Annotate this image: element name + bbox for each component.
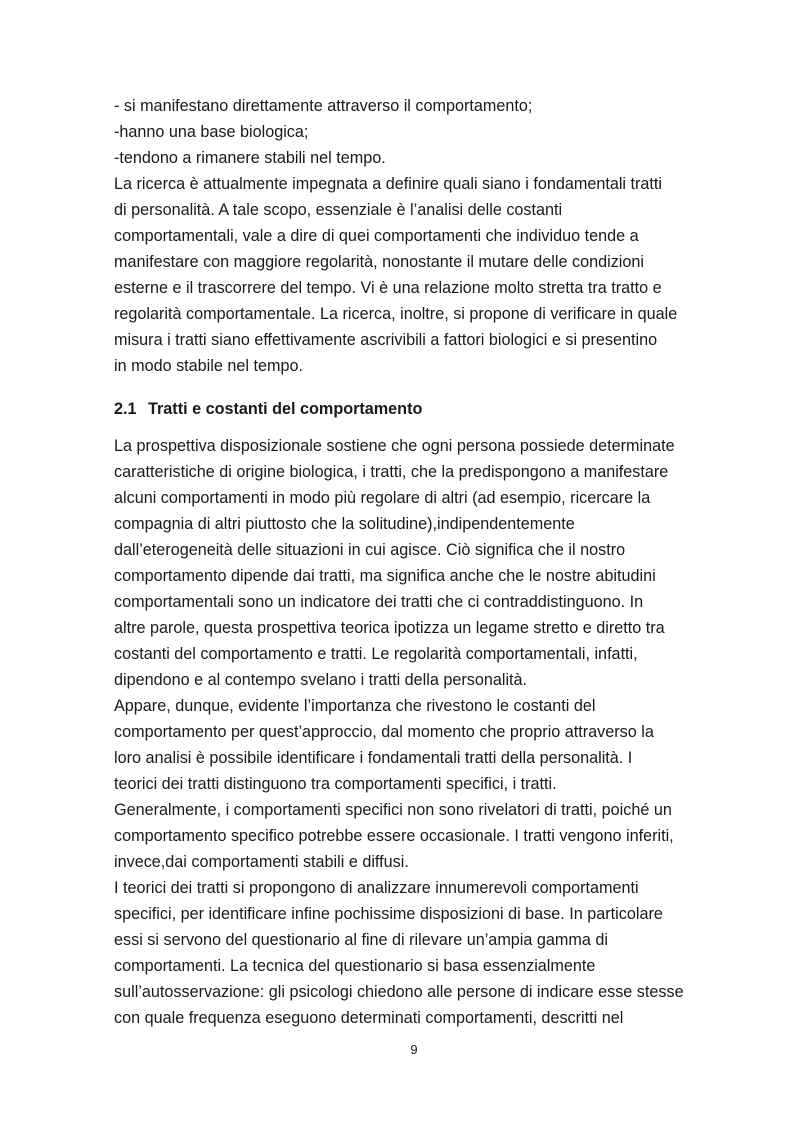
text-line: specifici, per identificare infine pochissime disposizioni di base. In particolare	[114, 905, 663, 923]
text-line: comportamento dipende dai tratti, ma significa anche che le nostre abitudini	[114, 567, 656, 585]
text-line: con quale frequenza eseguono determinati comportamenti, descritti nel	[114, 1009, 624, 1027]
section-heading	[114, 398, 422, 420]
text-line: di personalità. A tale scopo, essenziale è l’analisi delle costanti	[114, 201, 563, 219]
text-line: sull’autosservazione: gli psicologi chiedono alle persone di indicare esse stesse	[114, 983, 684, 1001]
text-line: costanti del comportamento e tratti. Le regolarità comportamentali, infatti,	[114, 645, 638, 663]
text-line: regolarità comportamentale. La ricerca, inoltre, si propone di verificare in quale	[114, 305, 678, 323]
text-line: Appare, dunque, evidente l’importanza che rivestono le costanti del	[114, 697, 596, 715]
text-line: invece,dai comportamenti stabili e diffusi.	[114, 853, 409, 871]
text-line: I teorici dei tratti si propongono di analizzare innumerevoli comportamenti	[114, 879, 639, 897]
text-line: -hanno una base biologica;	[114, 123, 309, 141]
text-line: misura i tratti siano effettivamente ascrivibili a fattori biologici e si presentino	[114, 331, 658, 349]
text-line: Generalmente, i comportamenti specifici non sono rivelatori di tratti, poiché un	[114, 801, 672, 819]
text-line: alcuni comportamenti in modo più regolare di altri (ad esempio, ricercare la	[114, 489, 651, 507]
section-title: Tratti e costanti del comportamento	[148, 400, 423, 418]
section-number: 2.1	[114, 400, 137, 418]
text-line: loro analisi è possibile identificare i fondamentali tratti della personalità. I	[114, 749, 633, 767]
text-line: La ricerca è attualmente impegnata a definire quali siano i fondamentali tratti	[114, 175, 662, 193]
text-line: essi si servono del questionario al fine di rilevare un’ampia gamma di	[114, 931, 608, 949]
text-line: La prospettiva disposizionale sostiene che ogni persona possiede determinate	[114, 437, 675, 455]
text-line: altre parole, questa prospettiva teorica ipotizza un legame stretto e diretto tra	[114, 619, 665, 637]
text-line: comportamentali sono un indicatore dei tratti che ci contraddistinguono. In	[114, 593, 644, 611]
text-line: caratteristiche di origine biologica, i tratti, che la predispongono a manifestare	[114, 463, 669, 481]
text-line: comportamentali, vale a dire di quei comportamenti che individuo tende a	[114, 227, 639, 245]
text-line: teorici dei tratti distinguono tra comportamenti specifici, i tratti.	[114, 775, 557, 793]
text-line: dall’eterogeneità delle situazioni in cui agisce. Ciò significa che il nostro	[114, 541, 626, 559]
text-line: compagnia di altri piuttosto che la solitudine),indipendentemente	[114, 515, 575, 533]
text-line: esterne e il trascorrere del tempo. Vi è una relazione molto stretta tra tratto e	[114, 279, 662, 297]
text-line: comportamento specifico potrebbe essere occasionale. I tratti vengono inferiti,	[114, 827, 674, 845]
text-line: manifestare con maggiore regolarità, nonostante il mutare delle condizioni	[114, 253, 644, 271]
text-line: comportamento per quest’approccio, dal momento che proprio attraverso la	[114, 723, 654, 741]
text-line: -tendono a rimanere stabili nel tempo.	[114, 149, 386, 167]
text-line: - si manifestano direttamente attraverso il comportamento;	[114, 97, 533, 115]
page-number: 9	[410, 1042, 418, 1057]
text-line: in modo stabile nel tempo.	[114, 357, 303, 375]
text-line: comportamenti. La tecnica del questionario si basa essenzialmente	[114, 957, 596, 975]
text-line: dipendono e al contempo svelano i tratti della personalità.	[114, 671, 528, 689]
